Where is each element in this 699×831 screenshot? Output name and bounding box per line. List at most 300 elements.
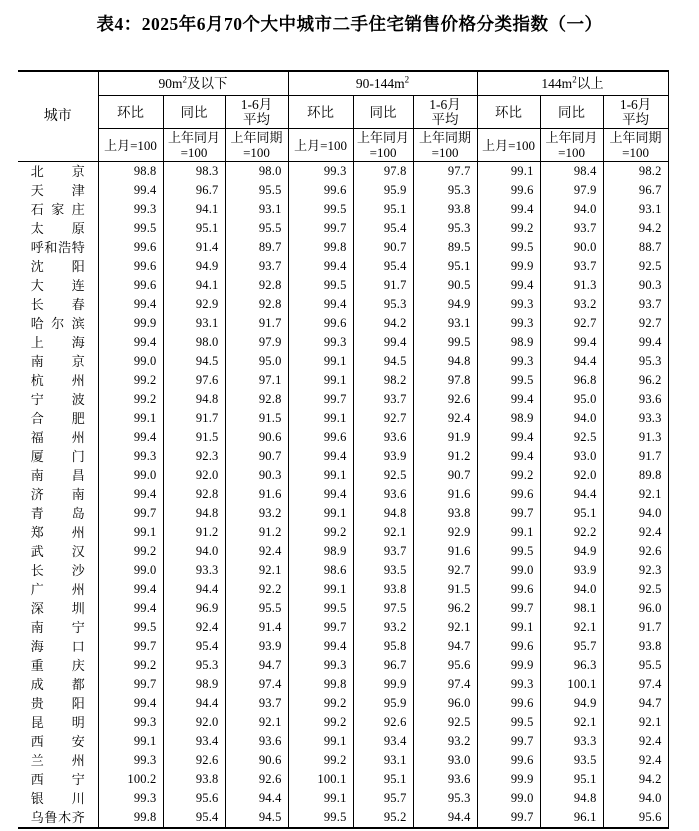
city-name (18, 485, 98, 504)
city-name (18, 808, 98, 828)
city-name (18, 675, 98, 694)
city-name-text: 宁 波 (30, 392, 85, 407)
group-header-90-below (98, 71, 288, 96)
metric-header-yoy: 同比 (353, 96, 413, 129)
index-value: 93.1 (163, 314, 225, 333)
index-value: 96.0 (603, 599, 668, 618)
city-name-text: 贵 阳 (30, 696, 85, 711)
index-value: 98.9 (477, 333, 540, 352)
city-name (18, 371, 98, 390)
index-value: 95.9 (353, 694, 413, 713)
city-name-text: 南 宁 (30, 620, 85, 635)
index-value: 93.0 (540, 447, 603, 466)
index-value: 92.5 (413, 713, 477, 732)
city-name (18, 580, 98, 599)
index-value: 94.5 (353, 352, 413, 371)
city-name-text: 武 汉 (30, 544, 85, 559)
index-value: 99.2 (98, 542, 163, 561)
index-value: 92.6 (225, 770, 288, 789)
index-value: 93.2 (353, 618, 413, 637)
index-value: 94.4 (540, 352, 603, 371)
index-value: 93.1 (413, 314, 477, 333)
index-value: 98.1 (540, 599, 603, 618)
index-value: 95.4 (163, 637, 225, 656)
index-value: 97.4 (413, 675, 477, 694)
index-value: 93.4 (163, 732, 225, 751)
metric-avg-line2: 平均 (243, 112, 271, 127)
city-name-text: 沈 阳 (30, 259, 85, 274)
index-value: 92.8 (225, 295, 288, 314)
index-value: 99.1 (288, 504, 353, 523)
index-value: 99.3 (98, 447, 163, 466)
index-value: 92.4 (603, 732, 668, 751)
index-value: 99.6 (288, 181, 353, 200)
city-name-text: 大 连 (30, 278, 85, 293)
index-value: 99.9 (477, 656, 540, 675)
index-value: 94.0 (603, 789, 668, 808)
index-value: 93.6 (353, 428, 413, 447)
index-value: 91.7 (603, 447, 668, 466)
index-value: 99.7 (98, 637, 163, 656)
header-base-row (18, 129, 668, 162)
index-value: 97.9 (225, 333, 288, 352)
index-value: 99.6 (98, 276, 163, 295)
index-value: 88.7 (603, 238, 668, 257)
index-value: 99.8 (288, 238, 353, 257)
index-value: 99.9 (98, 314, 163, 333)
index-value: 92.6 (353, 713, 413, 732)
metric-header-avg (603, 96, 668, 129)
base-avg-line2: =100 (431, 145, 459, 160)
index-value: 90.7 (353, 238, 413, 257)
index-value: 97.5 (353, 599, 413, 618)
index-value: 99.1 (288, 352, 353, 371)
city-name (18, 276, 98, 295)
index-value: 99.4 (288, 295, 353, 314)
metric-header-yoy: 同比 (540, 96, 603, 129)
index-value: 99.2 (477, 219, 540, 238)
header-metric-row (18, 96, 668, 129)
index-value: 92.6 (413, 390, 477, 409)
index-value: 99.7 (288, 219, 353, 238)
city-name-text: 乌 鲁 木 齐 (30, 810, 85, 825)
index-value: 92.1 (540, 713, 603, 732)
index-value: 99.9 (477, 770, 540, 789)
metric-header-mom: 环比 (288, 96, 353, 129)
city-name-text: 重 庆 (30, 658, 85, 673)
index-value: 95.4 (353, 219, 413, 238)
index-value: 95.3 (413, 181, 477, 200)
city-name (18, 561, 98, 580)
index-value: 95.0 (540, 390, 603, 409)
index-value: 93.2 (413, 732, 477, 751)
index-value: 94.8 (163, 504, 225, 523)
table-row (18, 618, 668, 637)
index-value: 99.3 (288, 333, 353, 352)
base-avg-line1: 上年同期 (609, 130, 662, 145)
index-value: 92.6 (163, 751, 225, 770)
index-value: 95.6 (163, 789, 225, 808)
index-value: 99.1 (477, 618, 540, 637)
index-value: 94.8 (540, 789, 603, 808)
city-name (18, 295, 98, 314)
superscript-2: 2 (404, 74, 410, 85)
index-value: 94.4 (413, 808, 477, 828)
index-value: 93.7 (603, 295, 668, 314)
base-header-yoy (353, 129, 413, 162)
city-name (18, 523, 98, 542)
city-name (18, 352, 98, 371)
metric-avg-line1: 1-6月 (240, 97, 273, 112)
index-value: 95.8 (353, 637, 413, 656)
index-value: 99.5 (288, 276, 353, 295)
index-value: 92.1 (603, 713, 668, 732)
index-value: 93.2 (540, 295, 603, 314)
index-value: 93.4 (353, 732, 413, 751)
index-value: 93.7 (353, 542, 413, 561)
index-value: 95.3 (413, 789, 477, 808)
index-value: 95.2 (353, 808, 413, 828)
index-value: 92.1 (413, 618, 477, 637)
index-value: 93.6 (413, 770, 477, 789)
index-value: 94.4 (540, 485, 603, 504)
metric-header-mom: 环比 (477, 96, 540, 129)
index-value: 93.1 (353, 751, 413, 770)
index-value: 95.1 (353, 770, 413, 789)
index-value: 99.4 (353, 333, 413, 352)
index-value: 94.9 (163, 257, 225, 276)
index-value: 99.9 (477, 257, 540, 276)
index-value: 99.5 (413, 333, 477, 352)
base-header-mom: 上月=100 (98, 129, 163, 162)
index-value: 99.1 (477, 162, 540, 182)
city-name (18, 333, 98, 352)
index-value: 99.3 (288, 656, 353, 675)
index-value: 99.5 (477, 713, 540, 732)
index-value: 94.2 (353, 314, 413, 333)
base-yoy-line2: =100 (369, 145, 397, 160)
metric-avg-line1: 1-6月 (619, 97, 652, 112)
index-value: 91.6 (413, 485, 477, 504)
table-title: 表4：2025年6月70个大中城市二手住宅销售价格分类指数（一） (96, 14, 603, 34)
index-value: 99.4 (98, 181, 163, 200)
table-row (18, 257, 668, 276)
index-value: 91.7 (225, 314, 288, 333)
index-value: 93.6 (225, 732, 288, 751)
index-value: 98.4 (540, 162, 603, 182)
table-row (18, 428, 668, 447)
index-value: 95.1 (163, 219, 225, 238)
index-value: 93.0 (413, 751, 477, 770)
index-value: 93.9 (353, 447, 413, 466)
city-name-text: 南 京 (30, 354, 85, 369)
index-value: 97.1 (225, 371, 288, 390)
index-value: 95.9 (353, 181, 413, 200)
table-row (18, 504, 668, 523)
index-value: 92.0 (540, 466, 603, 485)
header-group-row (18, 71, 668, 96)
index-value: 92.9 (163, 295, 225, 314)
city-name-text: 杭 州 (30, 373, 85, 388)
index-value: 99.5 (477, 238, 540, 257)
index-value: 93.7 (540, 219, 603, 238)
group-label: 144m (541, 76, 573, 91)
index-value: 99.1 (288, 789, 353, 808)
index-value: 92.8 (163, 485, 225, 504)
city-name (18, 732, 98, 751)
city-name (18, 504, 98, 523)
table-row (18, 599, 668, 618)
city-name (18, 162, 98, 182)
city-name (18, 447, 98, 466)
index-value: 95.6 (413, 656, 477, 675)
index-value: 95.1 (540, 504, 603, 523)
city-name (18, 390, 98, 409)
index-value: 99.6 (477, 580, 540, 599)
index-value: 99.1 (288, 466, 353, 485)
index-value: 99.7 (477, 599, 540, 618)
table-row (18, 371, 668, 390)
index-value: 98.6 (288, 561, 353, 580)
index-value: 92.8 (225, 390, 288, 409)
index-value: 99.7 (288, 390, 353, 409)
city-name-text: 成 都 (30, 677, 85, 692)
index-value: 100.1 (540, 675, 603, 694)
index-value: 99.1 (288, 732, 353, 751)
index-value: 93.7 (353, 390, 413, 409)
city-name-text: 长 沙 (30, 563, 85, 578)
table-row (18, 162, 668, 182)
index-value: 92.1 (353, 523, 413, 542)
index-value: 92.3 (603, 561, 668, 580)
index-value: 99.2 (98, 390, 163, 409)
index-value: 93.8 (413, 504, 477, 523)
table-row (18, 200, 668, 219)
index-value: 99.7 (477, 504, 540, 523)
index-value: 95.7 (540, 637, 603, 656)
index-value: 92.7 (603, 314, 668, 333)
index-value: 96.9 (163, 599, 225, 618)
index-value: 94.2 (603, 219, 668, 238)
index-value: 99.0 (477, 789, 540, 808)
city-name-text: 海 口 (30, 639, 85, 654)
index-value: 99.3 (477, 675, 540, 694)
index-value: 93.7 (225, 257, 288, 276)
city-name-text: 呼 和 浩 特 (30, 240, 85, 255)
index-value: 98.0 (163, 333, 225, 352)
index-value: 91.2 (163, 523, 225, 542)
index-value: 93.6 (353, 485, 413, 504)
city-name (18, 314, 98, 333)
city-name (18, 238, 98, 257)
city-name (18, 618, 98, 637)
city-name (18, 181, 98, 200)
index-value: 94.8 (353, 504, 413, 523)
index-value: 99.2 (288, 751, 353, 770)
index-value: 90.3 (225, 466, 288, 485)
table-row (18, 542, 668, 561)
index-value: 91.3 (603, 428, 668, 447)
index-value: 93.2 (225, 504, 288, 523)
index-value: 92.4 (603, 523, 668, 542)
index-value: 99.4 (603, 333, 668, 352)
index-value: 99.4 (98, 428, 163, 447)
index-value: 93.8 (353, 580, 413, 599)
base-yoy-line1: 上年同月 (167, 130, 220, 145)
index-value: 96.7 (353, 656, 413, 675)
city-name (18, 542, 98, 561)
index-value: 95.4 (163, 808, 225, 828)
index-value: 99.7 (477, 808, 540, 828)
index-value: 99.3 (98, 200, 163, 219)
index-value: 93.5 (353, 561, 413, 580)
index-value: 99.6 (477, 751, 540, 770)
city-name (18, 599, 98, 618)
index-value: 99.7 (288, 618, 353, 637)
index-value: 92.4 (163, 618, 225, 637)
index-value: 99.6 (477, 637, 540, 656)
index-value: 99.5 (477, 542, 540, 561)
index-value: 94.0 (540, 200, 603, 219)
table-row (18, 789, 668, 808)
table-row (18, 732, 668, 751)
base-header-mom: 上月=100 (477, 129, 540, 162)
index-value: 91.9 (413, 428, 477, 447)
city-name (18, 770, 98, 789)
base-yoy-line2: =100 (558, 145, 585, 160)
index-value: 95.7 (353, 789, 413, 808)
index-value: 91.6 (413, 542, 477, 561)
index-value: 98.9 (288, 542, 353, 561)
index-value: 94.5 (225, 808, 288, 828)
index-value: 99.8 (98, 808, 163, 828)
index-value: 99.2 (98, 656, 163, 675)
metric-header-avg (413, 96, 477, 129)
table-body (18, 162, 668, 829)
index-value: 99.5 (288, 808, 353, 828)
index-value: 99.6 (98, 257, 163, 276)
index-value: 99.6 (477, 694, 540, 713)
base-avg-line2: =100 (622, 145, 649, 160)
table-row (18, 447, 668, 466)
index-value: 94.8 (163, 390, 225, 409)
index-value: 94.8 (413, 352, 477, 371)
index-value: 99.6 (98, 238, 163, 257)
index-value: 98.2 (353, 371, 413, 390)
city-name-text: 厦 门 (30, 449, 85, 464)
index-value: 89.7 (225, 238, 288, 257)
index-value: 99.5 (288, 599, 353, 618)
index-value: 90.3 (603, 276, 668, 295)
index-value: 99.1 (98, 409, 163, 428)
index-value: 90.6 (225, 751, 288, 770)
index-value: 95.5 (225, 181, 288, 200)
index-value: 89.8 (603, 466, 668, 485)
metric-header-avg (225, 96, 288, 129)
index-value: 99.0 (98, 352, 163, 371)
index-value: 90.7 (413, 466, 477, 485)
index-value: 95.3 (413, 219, 477, 238)
index-value: 92.9 (413, 523, 477, 542)
table-row (18, 352, 668, 371)
index-value: 93.7 (540, 257, 603, 276)
index-value: 91.7 (163, 409, 225, 428)
index-value: 91.3 (540, 276, 603, 295)
table-row (18, 580, 668, 599)
index-value: 92.2 (225, 580, 288, 599)
city-column-header: 城市 (18, 71, 98, 162)
index-value: 93.8 (163, 770, 225, 789)
city-name-text: 太 原 (30, 221, 85, 236)
index-value: 95.3 (603, 352, 668, 371)
city-name-text: 天 津 (30, 183, 85, 198)
city-name (18, 637, 98, 656)
city-name (18, 751, 98, 770)
index-value: 97.8 (353, 162, 413, 182)
city-name-text: 银 川 (30, 791, 85, 806)
metric-header-yoy: 同比 (163, 96, 225, 129)
index-value: 99.5 (288, 200, 353, 219)
index-value: 92.5 (353, 466, 413, 485)
base-header-avg (225, 129, 288, 162)
city-name-text: 青 岛 (30, 506, 85, 521)
city-name (18, 409, 98, 428)
index-value: 99.4 (98, 694, 163, 713)
index-value: 99.1 (288, 371, 353, 390)
table-row (18, 523, 668, 542)
city-name-text: 哈 尔 滨 (30, 316, 85, 331)
table-row (18, 713, 668, 732)
index-value: 93.9 (540, 561, 603, 580)
index-value: 93.3 (603, 409, 668, 428)
city-name (18, 789, 98, 808)
city-name-text: 合 肥 (30, 411, 85, 426)
index-value: 99.9 (353, 675, 413, 694)
index-value: 99.0 (98, 466, 163, 485)
index-value: 94.7 (603, 694, 668, 713)
index-value: 93.8 (413, 200, 477, 219)
index-value: 92.4 (413, 409, 477, 428)
index-value: 95.6 (603, 808, 668, 828)
index-value: 92.4 (603, 751, 668, 770)
index-value: 92.1 (603, 485, 668, 504)
index-value: 92.0 (163, 466, 225, 485)
index-value: 96.7 (163, 181, 225, 200)
index-value: 92.1 (225, 561, 288, 580)
index-value: 95.3 (353, 295, 413, 314)
base-avg-line1: 上年同期 (230, 130, 283, 145)
city-name-text: 南 昌 (30, 468, 85, 483)
table-row (18, 314, 668, 333)
index-value: 99.4 (98, 295, 163, 314)
index-value: 99.2 (98, 371, 163, 390)
metric-avg-line1: 1-6月 (429, 97, 461, 112)
index-value: 99.6 (288, 314, 353, 333)
index-value: 98.9 (163, 675, 225, 694)
base-avg-line2: =100 (243, 145, 270, 160)
index-value: 99.3 (98, 789, 163, 808)
index-value: 92.4 (225, 542, 288, 561)
index-value: 96.7 (603, 181, 668, 200)
index-value: 99.4 (98, 580, 163, 599)
city-name-text: 长 春 (30, 297, 85, 312)
index-value: 98.3 (163, 162, 225, 182)
index-value: 93.1 (603, 200, 668, 219)
group-label: 及以下 (187, 76, 228, 91)
table-row (18, 751, 668, 770)
index-value: 99.6 (477, 485, 540, 504)
index-value: 99.3 (477, 295, 540, 314)
